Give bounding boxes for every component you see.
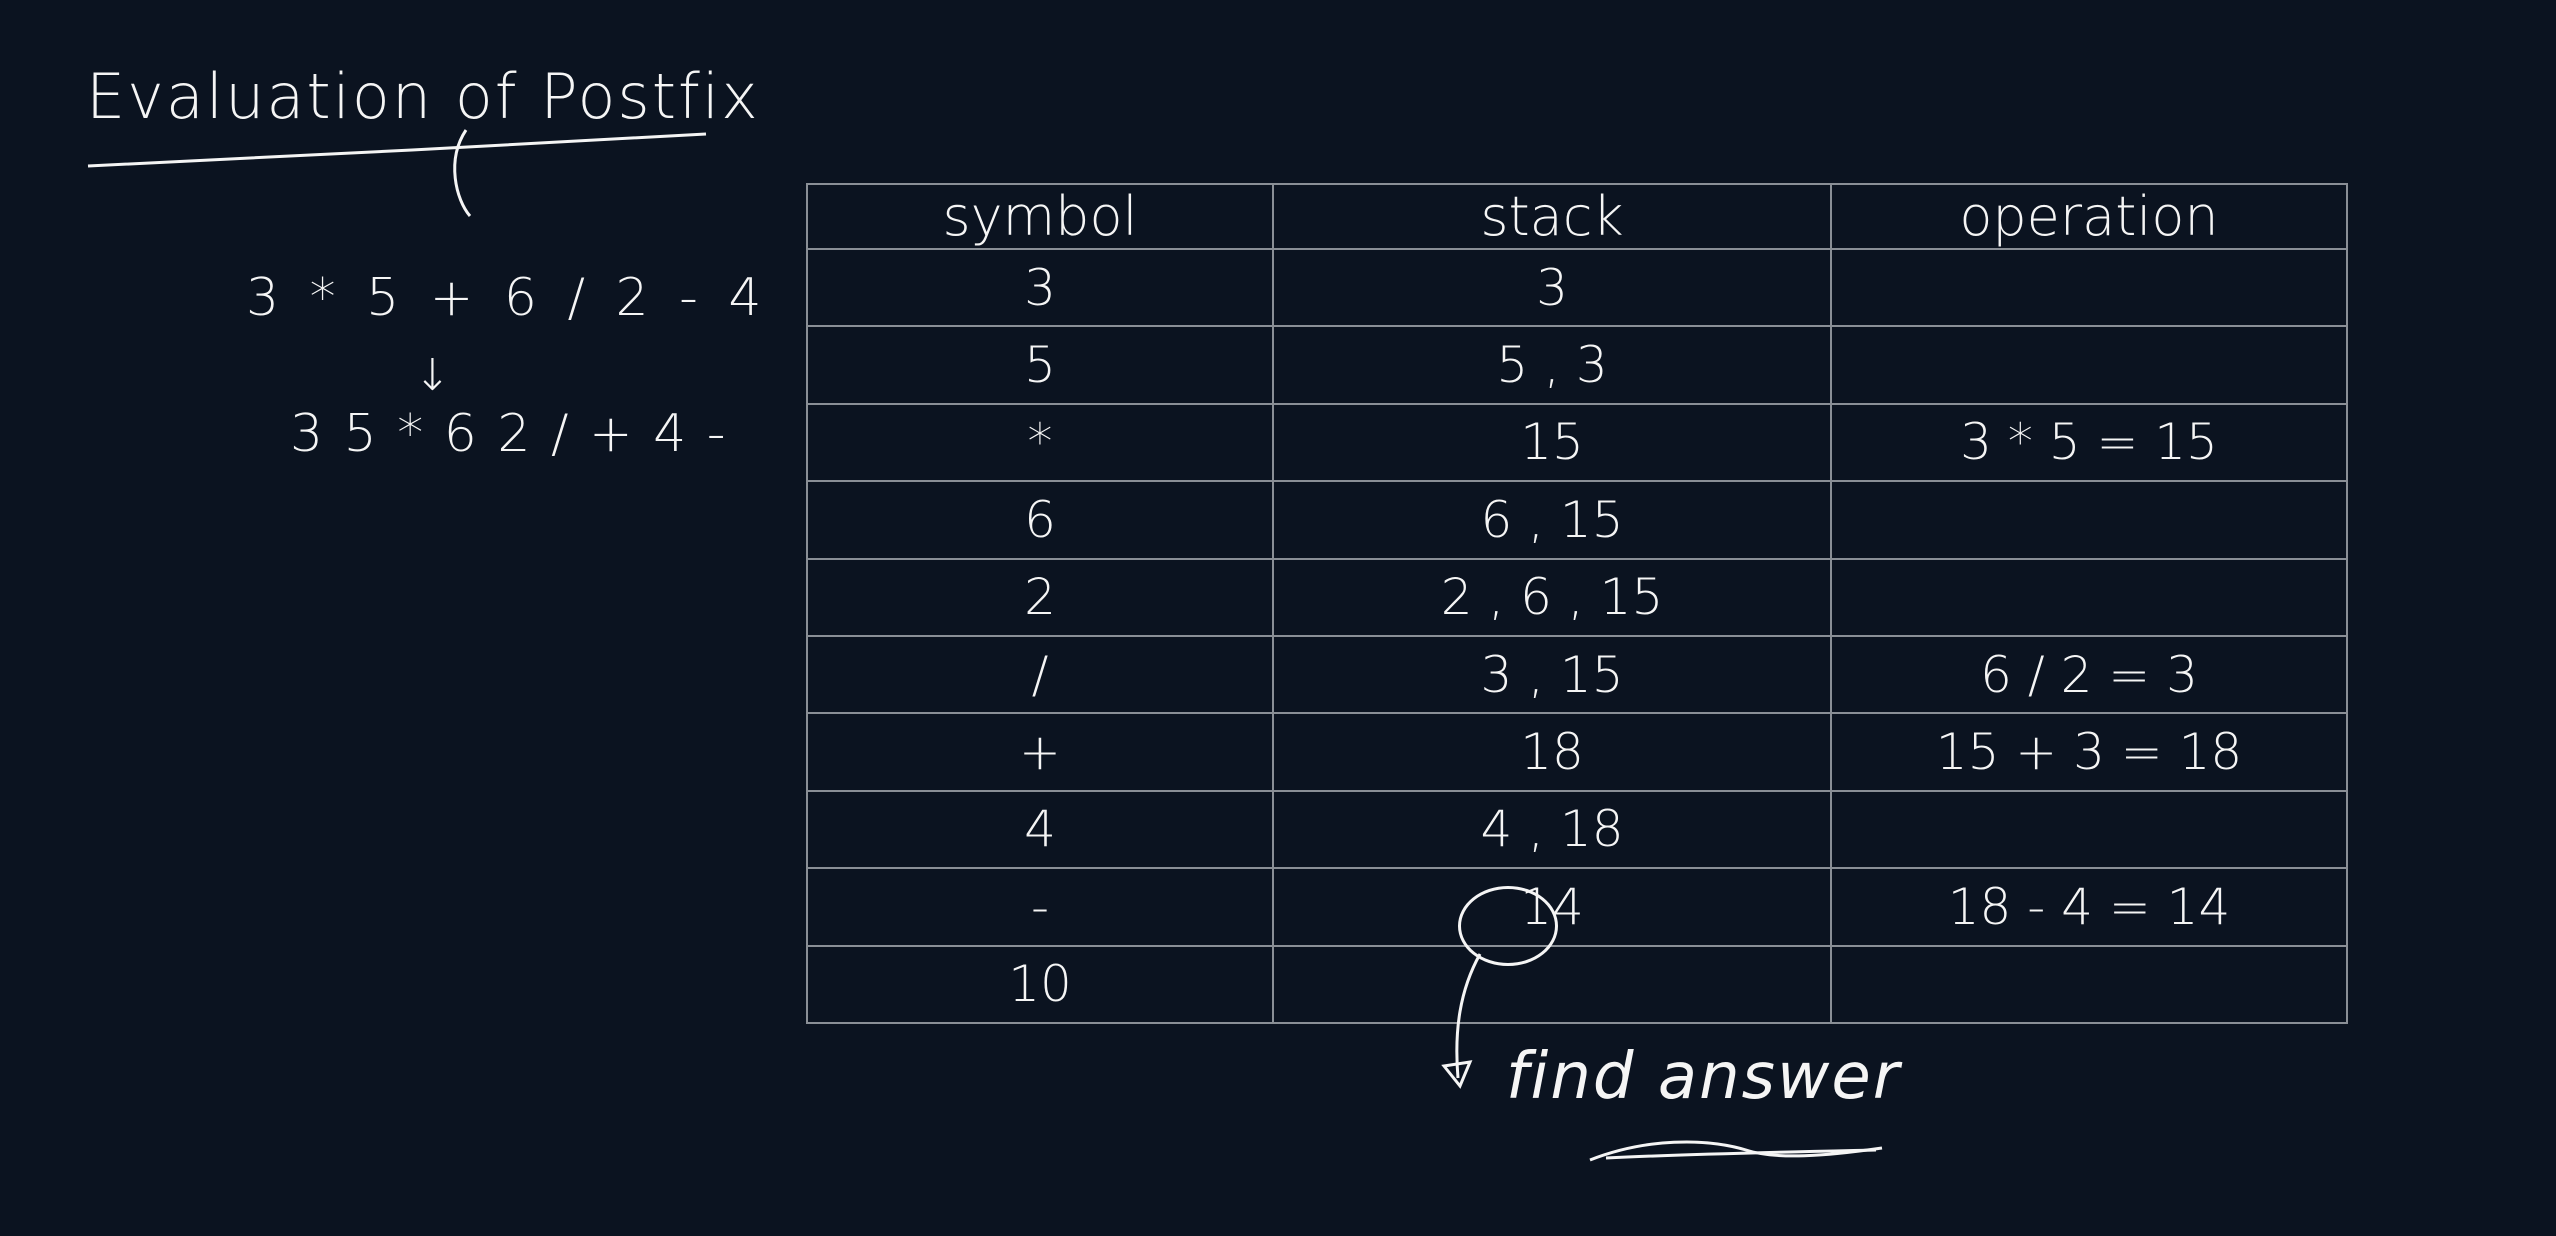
table-row (807, 946, 2347, 1023)
pointer-arrow-icon (1430, 950, 1510, 1100)
page-title: Evaluation of Postfix (86, 60, 760, 133)
cell-symbol: 5 (807, 326, 1273, 403)
cell-symbol: 6 (807, 481, 1273, 558)
cell-operation (1831, 326, 2347, 403)
table-row (807, 249, 2347, 326)
evaluation-table (806, 183, 2348, 1024)
cell-symbol: - (807, 868, 1273, 945)
cell-operation (1831, 791, 2347, 868)
cell-symbol: 2 (807, 559, 1273, 636)
postfix-expression: 3 5 * 6 2 / + 4 - (290, 404, 728, 464)
header-stack: stack (1273, 184, 1831, 249)
answer-underline (1586, 1128, 1886, 1168)
cell-operation: 18 - 4 = 14 (1831, 868, 2347, 945)
infix-expression: 3 * 5 + 6 / 2 - 4 (246, 268, 764, 328)
cell-operation: 15 + 3 = 18 (1831, 713, 2347, 790)
cell-symbol: 10 (807, 946, 1273, 1023)
header-symbol: symbol (807, 184, 1273, 249)
table-header-row (807, 184, 2347, 249)
table-row (807, 559, 2347, 636)
cell-operation (1831, 946, 2347, 1023)
cell-operation (1831, 249, 2347, 326)
cell-operation: 3 * 5 = 15 (1831, 404, 2347, 481)
cell-symbol: * (807, 404, 1273, 481)
table-row (807, 326, 2347, 403)
cell-stack: 6 , 15 (1273, 481, 1831, 558)
cell-operation: 6 / 2 = 3 (1831, 636, 2347, 713)
cell-stack-result: 14 (1273, 868, 1831, 945)
cell-symbol: 4 (807, 791, 1273, 868)
find-answer-label: find answer (1506, 1040, 1901, 1114)
cell-stack (1273, 946, 1831, 1023)
cell-stack: 2 , 6 , 15 (1273, 559, 1831, 636)
table-row (807, 791, 2347, 868)
table-row (807, 868, 2347, 945)
cell-stack: 15 (1273, 404, 1831, 481)
header-operation: operation (1831, 184, 2347, 249)
cell-stack: 4 , 18 (1273, 791, 1831, 868)
cell-stack: 3 (1273, 249, 1831, 326)
cell-symbol: + (807, 713, 1273, 790)
cell-stack: 3 , 15 (1273, 636, 1831, 713)
convert-arrow-icon: ↓ (414, 350, 453, 401)
cell-operation (1831, 559, 2347, 636)
table-row (807, 713, 2347, 790)
cell-stack: 5 , 3 (1273, 326, 1831, 403)
table-row (807, 636, 2347, 713)
table-row (807, 404, 2347, 481)
title-underline (86, 120, 726, 230)
cell-symbol: 3 (807, 249, 1273, 326)
cell-operation (1831, 481, 2347, 558)
table-row (807, 481, 2347, 558)
cell-symbol: / (807, 636, 1273, 713)
cell-stack: 18 (1273, 713, 1831, 790)
